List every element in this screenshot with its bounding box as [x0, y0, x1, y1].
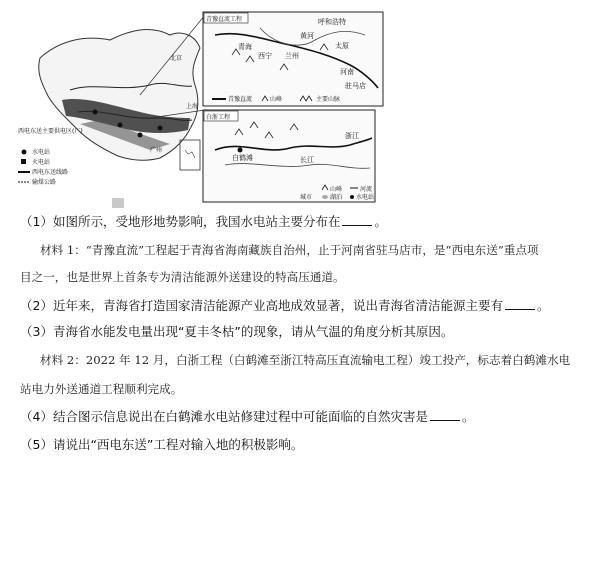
question-2-end: 。: [536, 298, 550, 313]
inset-baizhe-title-text: 白浙工程: [206, 114, 231, 121]
map-figure: [0, 0, 615, 210]
label-guangzhou: 广州: [150, 147, 163, 154]
question-1-blank[interactable]: [342, 213, 372, 226]
question-2-blank[interactable]: [505, 297, 535, 310]
legend-bottom-peak: 山峰: [330, 186, 343, 193]
label-changjiang: 长江: [300, 156, 314, 164]
question-4-end: 。: [461, 409, 475, 424]
material-1-line-1: 材料 1：“青豫直流”工程起于青海省海南藏族自治州，止于河南省驻马店市，是“西电东送”重点项: [40, 243, 539, 257]
legend-transmission: 西电东送线路: [32, 169, 69, 176]
material-2-line-1: 材料 2：2022 年 12 月，白浙工程（白鹤滩至浙江特高压直流输电工程）竣工投产，标志着白鹤滩水电: [40, 353, 571, 367]
question-1: [20, 213, 387, 231]
legend-bottom-city: 城市: [300, 194, 313, 201]
question-5: （5）请说出“西电东送”工程对输入地的积极影响。: [20, 437, 304, 452]
label-xining: 西宁: [258, 52, 272, 60]
label-huanghe: 黄河: [300, 32, 314, 40]
question-4-blank[interactable]: [430, 408, 460, 421]
question-2: [20, 297, 549, 315]
label-lanzhou: 兰州: [285, 52, 299, 60]
legend-top-line: 青豫直流: [228, 96, 253, 103]
legend-coal-road: 输煤公路: [32, 179, 57, 186]
material-2-line-2: 站电力外送通道工程顺利完成。: [20, 382, 183, 396]
material-1-line-2: 目之一，也是世界上首条专为清洁能源外送建设的特高压通道。: [20, 270, 345, 284]
label-shanghai: 上海: [186, 103, 199, 110]
label-taiyuan: 太原: [335, 42, 349, 50]
question-3: （3）青海省水能发电量出现“夏丰冬枯”的现象，请从气温的角度分析其原因。: [20, 324, 454, 339]
question-4: [20, 408, 474, 426]
label-beijing: 北京: [170, 55, 183, 62]
map-illustration: [0, 0, 615, 210]
legend-bottom-hydro: 水电站: [356, 194, 375, 201]
legend-main-title: 西电东送主要供电区(厂): [18, 128, 83, 135]
question-2-text: （2）近年来，青海省打造国家清洁能源产业高地成效显著，说出青海省清洁能源主要有: [20, 298, 503, 313]
label-zhumadian: 驻马店: [345, 82, 366, 90]
question-4-text: （4）结合图示信息说出在白鹤滩水电站修建过程中可能面临的自然灾害是: [20, 409, 428, 424]
legend-top-peak: 山峰: [270, 96, 283, 103]
label-zhejiang: 浙江: [345, 132, 359, 140]
legend-hydro: 水电站: [32, 149, 51, 156]
legend-thermal: 火电站: [32, 159, 51, 166]
label-baihetan: 白鹤滩: [232, 154, 253, 162]
inset-baizhe: [203, 110, 375, 202]
china-map-outline: [39, 30, 200, 161]
legend-bottom-lake: 湖泊: [330, 194, 343, 201]
question-1-text: （1）如图所示，受地形地势影响，我国水电站主要分布在: [20, 214, 341, 229]
legend-bottom-river: 河流: [360, 186, 373, 193]
question-1-end: 。: [374, 214, 387, 229]
label-huhehaote: 呼和浩特: [318, 18, 346, 26]
label-qinghai: 青海: [238, 43, 252, 51]
inset-qingyu-title: 青豫直流工程: [206, 16, 243, 23]
label-henan: 河南: [340, 68, 354, 76]
legend-top-range: 主要山脉: [316, 96, 341, 103]
